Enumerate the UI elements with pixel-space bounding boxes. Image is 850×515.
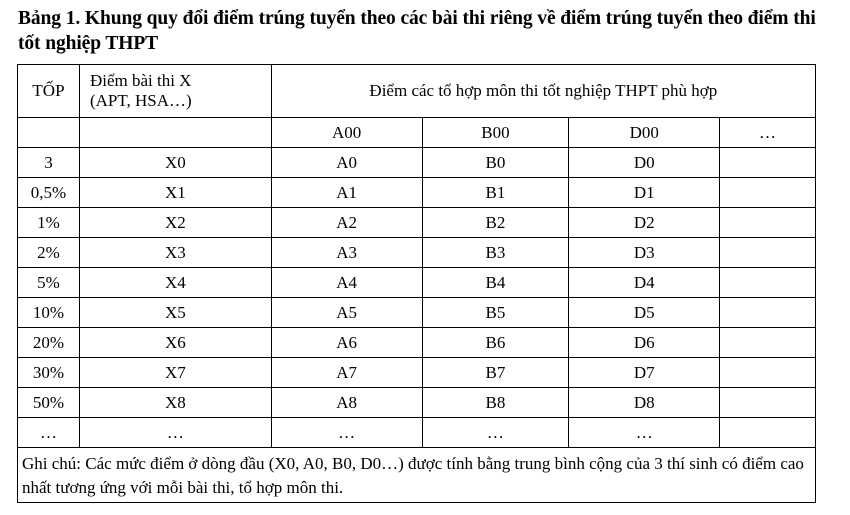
table-cell [720,298,816,328]
table-cell: A1 [271,178,422,208]
table-cell: 1% [18,208,80,238]
table-cell: … [569,418,720,448]
table-cell [720,418,816,448]
table-cell: 30% [18,358,80,388]
table-cell: B1 [422,178,569,208]
table-cell: … [720,118,816,148]
header-x-line1: Điểm bài thi X [89,71,192,90]
table-cell: 0,5% [18,178,80,208]
table-row [18,418,816,448]
table-row [18,298,816,328]
table-cell: A4 [271,268,422,298]
table-cell: 5% [18,268,80,298]
table-cell: X5 [79,298,271,328]
table-cell: 10% [18,298,80,328]
table-cell: B8 [422,388,569,418]
table-cell: D6 [569,328,720,358]
table-cell [79,118,271,148]
table-row [18,148,816,178]
note-row [18,448,816,503]
table-cell [720,328,816,358]
header-x-score [79,65,271,118]
table-cell: X7 [79,358,271,388]
table-cell: 50% [18,388,80,418]
table-cell: B7 [422,358,569,388]
table-cell [720,358,816,388]
header-top: TỐP [18,65,80,118]
table-row [18,268,816,298]
table-cell [720,208,816,238]
table-cell: D4 [569,268,720,298]
table-cell: D5 [569,298,720,328]
table-row [18,388,816,418]
table-row [18,208,816,238]
table-row [18,238,816,268]
header-x-line2: (APT, HSA…) [89,91,192,110]
table-cell: B5 [422,298,569,328]
table-cell: D7 [569,358,720,388]
conversion-table [17,64,816,503]
table-cell: … [79,418,271,448]
table-cell [720,268,816,298]
table-cell: A00 [271,118,422,148]
table-cell: D0 [569,148,720,178]
table-row [18,328,816,358]
table-cell: X2 [79,208,271,238]
table-cell: A8 [271,388,422,418]
table-cell: X4 [79,268,271,298]
table-cell: A3 [271,238,422,268]
header-combo: Điểm các tổ hợp môn thi tốt nghiệp THPT phù hợp [271,65,815,118]
table-cell: D1 [569,178,720,208]
table-cell: A7 [271,358,422,388]
table-cell: D00 [569,118,720,148]
table-cell: D3 [569,238,720,268]
table-cell: 20% [18,328,80,358]
table-cell: A2 [271,208,422,238]
table-cell [720,238,816,268]
table-cell [720,178,816,208]
table-cell [18,118,80,148]
note-text: Ghi chú: Các mức điểm ở dòng đầu (X0, A0, B0, D0…) được tính bằng trung bình cộng của 3 thí sinh có điểm cao nhất tương ứng với mỗi bài thi, tổ hợp môn thi. [18,448,816,503]
table-cell: A6 [271,328,422,358]
table-cell: 3 [18,148,80,178]
table-cell [720,148,816,178]
table-row [18,358,816,388]
table-cell: … [271,418,422,448]
table-title: Bảng 1. Khung quy đổi điểm trúng tuyển theo các bài thi riêng về điểm trúng tuyển theo điểm thi tốt nghiệp THPT [18,8,816,54]
table-cell: B6 [422,328,569,358]
table-cell: X6 [79,328,271,358]
table-cell: … [18,418,80,448]
table-cell: B00 [422,118,569,148]
table-cell: X0 [79,148,271,178]
table-cell: B3 [422,238,569,268]
table-cell: X3 [79,238,271,268]
table-cell: B2 [422,208,569,238]
table-cell: A5 [271,298,422,328]
table-cell: X8 [79,388,271,418]
subheader-row [18,118,816,148]
table-cell: A0 [271,148,422,178]
table-cell: D2 [569,208,720,238]
table-cell: … [422,418,569,448]
table-cell [720,388,816,418]
table-row [18,178,816,208]
table-cell: B4 [422,268,569,298]
table-cell: 2% [18,238,80,268]
header-row [18,65,816,118]
table-cell: X1 [79,178,271,208]
table-cell: B0 [422,148,569,178]
table-cell: D8 [569,388,720,418]
